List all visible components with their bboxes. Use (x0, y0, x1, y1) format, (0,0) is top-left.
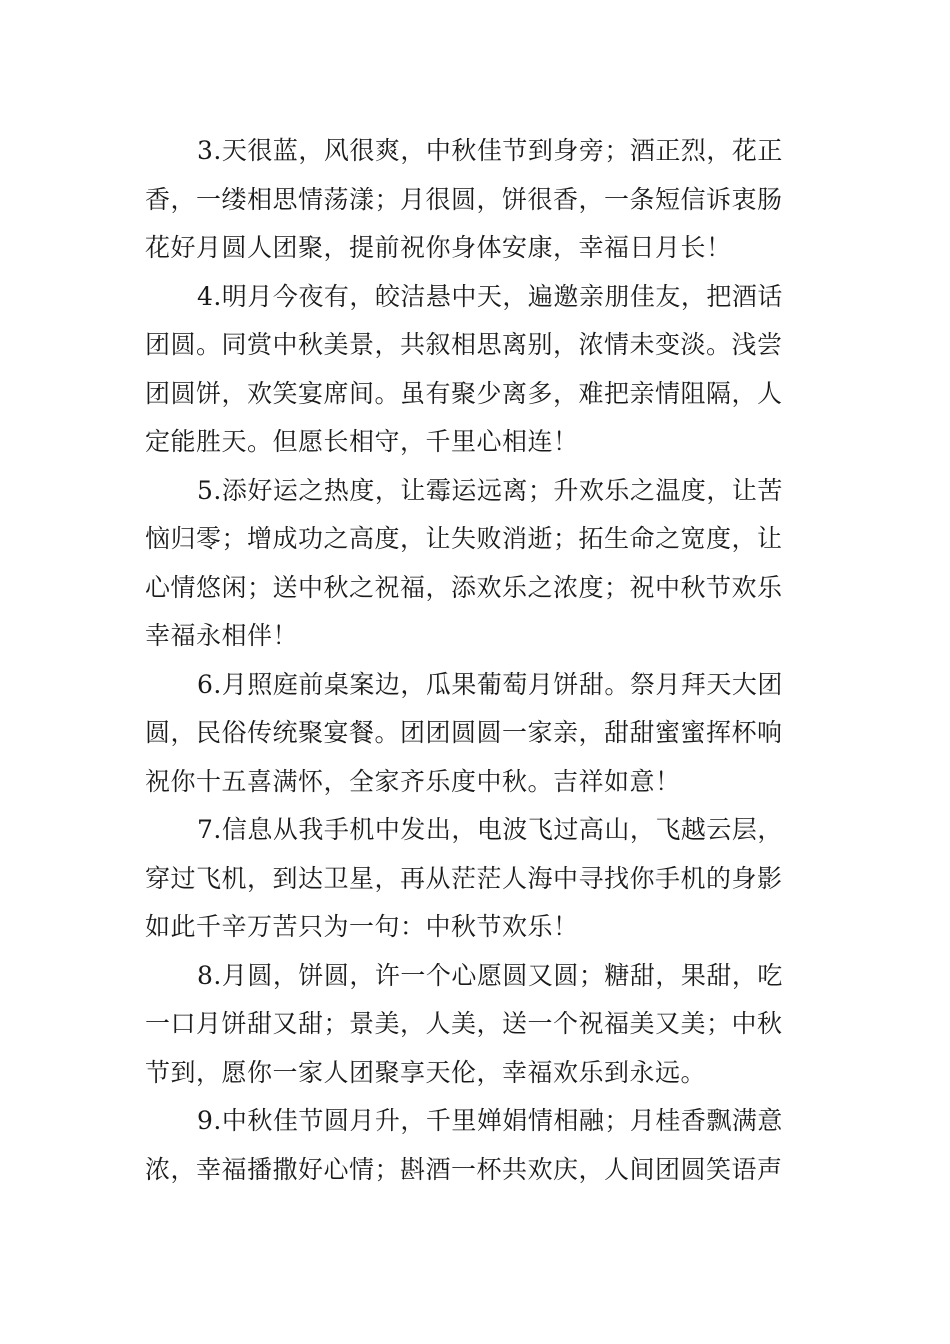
paragraph-line: 团圆饼，欢笑宴席间。虽有聚少离多，难把亲情阻隔，人 (145, 378, 783, 408)
paragraph-8 (145, 952, 810, 1098)
paragraph-line: 7.信息从我手机中发出，电波飞过高山，飞越云层， (197, 815, 783, 844)
paragraph-9 (145, 1097, 810, 1194)
paragraph-line: 3.天很蓝，风很爽，中秋佳节到身旁；酒正烈，花正 (197, 136, 783, 165)
paragraph-line: 一口月饼甜又甜；景美，人美，送一个祝福美又美；中秋 (145, 1009, 783, 1038)
paragraph-line: 心情悠闲；送中秋之祝福，添欢乐之浓度；祝中秋节欢乐 (145, 572, 783, 602)
paragraph-5 (145, 467, 810, 661)
paragraph-line: 浓，幸福播撒好心情；斟酒一杯共欢庆，人间团圆笑语声 (145, 1154, 783, 1184)
paragraph-3 (145, 127, 810, 273)
paragraph-line: 4.明月今夜有，皎洁悬中天，遍邀亲朋佳友，把酒话 (197, 281, 783, 311)
paragraph-line: 定能胜天。但愿长相守，千里心相连！ (145, 427, 579, 456)
document-body (145, 127, 810, 1194)
paragraph-line: 花好月圆人团聚，提前祝你身体安康，幸福日月长！ (145, 233, 732, 262)
paragraph-line: 香，一缕相思情荡漾；月很圆，饼很香，一条短信诉衷肠 (145, 184, 783, 214)
paragraph-line: 如此千辛万苦只为一句：中秋节欢乐！ (145, 912, 579, 941)
paragraph-line: 恼归零；增成功之高度，让失败消逝；拓生命之宽度，让 (145, 524, 783, 553)
paragraph-line: 穿过飞机，到达卫星，再从茫茫人海中寻找你手机的身影 (145, 863, 783, 893)
paragraph-line: 8.月圆，饼圆，许一个心愿圆又圆；糖甜，果甜，吃 (197, 960, 783, 990)
paragraph-line: 团圆。同赏中秋美景，共叙相思离别，浓情未变淡。浅尝 (145, 330, 783, 359)
paragraph-6 (145, 661, 810, 807)
paragraph-line: 祝你十五喜满怀，全家齐乐度中秋。吉祥如意！ (145, 766, 681, 796)
paragraph-line: 5.添好运之热度，让霉运远离；升欢乐之温度，让苦 (197, 475, 783, 505)
paragraph-4 (145, 273, 810, 467)
paragraph-line: 圆，民俗传统聚宴餐。团团圆圆一家亲，甜甜蜜蜜挥杯响 (145, 718, 783, 747)
paragraph-line: 幸福永相伴！ (145, 621, 299, 650)
paragraph-line: 9.中秋佳节圆月升，千里婵娟情相融；月桂香飘满意 (197, 1106, 783, 1135)
paragraph-line: 节到，愿你一家人团聚享天伦，幸福欢乐到永远。 (145, 1057, 707, 1087)
paragraph-7 (145, 806, 810, 952)
paragraph-line: 6.月照庭前桌案边，瓜果葡萄月饼甜。祭月拜天大团 (197, 669, 783, 699)
